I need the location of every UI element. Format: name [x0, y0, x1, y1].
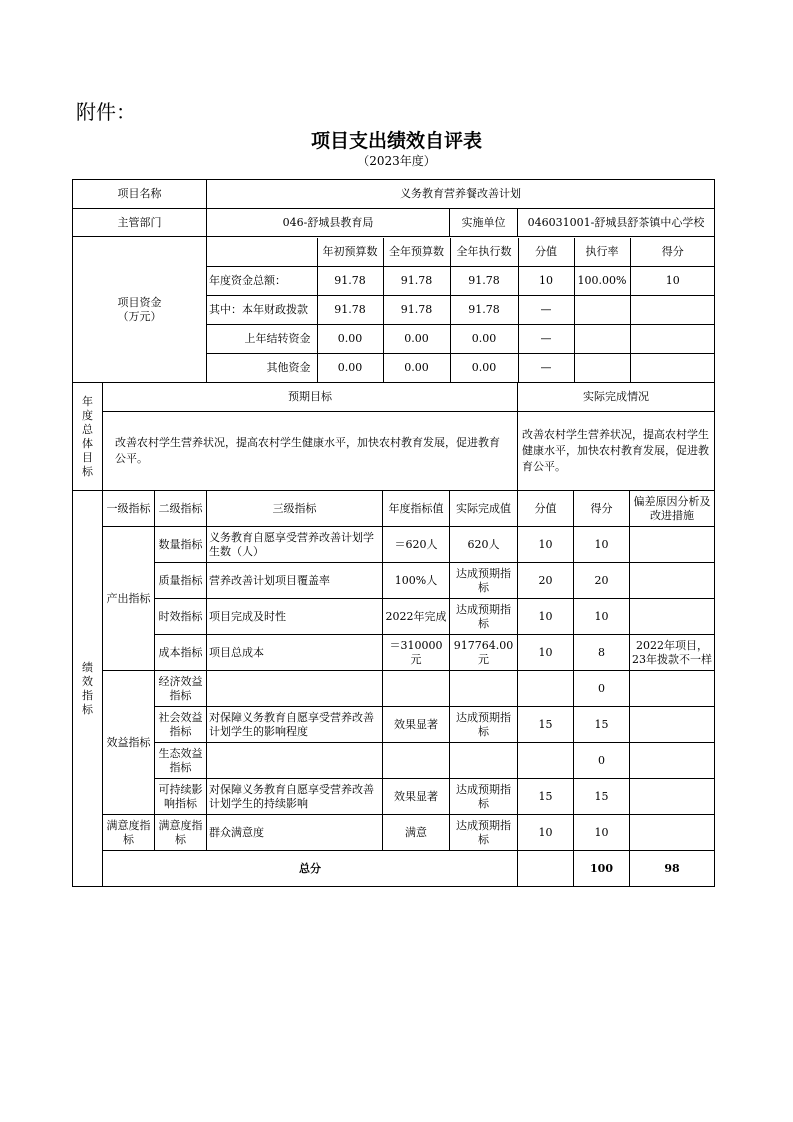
- row-actual: 达成预期指标: [450, 779, 518, 815]
- project-name-value: 义务教育营养餐改善计划: [207, 180, 715, 209]
- total-row: [73, 851, 715, 887]
- row-deviation: [630, 707, 715, 743]
- table-row: [73, 635, 715, 671]
- table-row: [73, 815, 715, 851]
- row-actual: 917764.00元: [450, 635, 518, 671]
- table-row: [73, 563, 715, 599]
- header-deviation: 偏差原因分析及改进措施: [630, 491, 715, 527]
- row-actual: [450, 743, 518, 779]
- goals-content-row: [73, 412, 715, 491]
- row-level3: 群众满意度: [207, 815, 383, 851]
- funds-row-label: 上年结转资金: [207, 324, 317, 353]
- funds-row-label: 年度资金总额：: [207, 266, 317, 295]
- row-score-value: 20: [518, 563, 574, 599]
- row-score-value: 15: [518, 707, 574, 743]
- funds-header-executed: 全年执行数: [450, 238, 518, 267]
- row-level3: 项目完成及时性: [207, 599, 383, 635]
- goals-label-text: 年 度 总 体 目 标: [82, 394, 93, 478]
- row-score: 10: [574, 599, 630, 635]
- row-level2: 可持续影响指标: [155, 779, 207, 815]
- funds-header-rate: 执行率: [574, 238, 630, 267]
- header-score: 得分: [574, 491, 630, 527]
- department-label: 主管部门: [73, 209, 207, 237]
- row-deviation: [630, 743, 715, 779]
- funds-label: [73, 237, 207, 383]
- row-deviation: [630, 527, 715, 563]
- row-target: [383, 671, 450, 707]
- row-target: 2022年完成: [383, 599, 450, 635]
- goals-header-row: [73, 383, 715, 412]
- table-row: [73, 779, 715, 815]
- row-level2: 成本指标: [155, 635, 207, 671]
- funds-row-rate: [574, 324, 630, 353]
- row-deviation: [630, 815, 715, 851]
- header-level1: 一级指标: [103, 491, 155, 527]
- funds-grid: [207, 238, 715, 382]
- header-score-value: 分值: [518, 491, 574, 527]
- funds-label-line1: 项目资金: [117, 295, 162, 309]
- row-deviation: [630, 779, 715, 815]
- attachment-label: 附件：: [76, 100, 136, 124]
- funds-row-score-value: 10: [518, 266, 574, 295]
- row-deviation: [630, 599, 715, 635]
- funds-row-initial: 0.00: [317, 353, 383, 382]
- indicators-label-text: 绩 效 指 标: [82, 660, 93, 716]
- funds-row-score: [630, 324, 715, 353]
- row-score-value: 15: [518, 779, 574, 815]
- group-benefit: 效益指标: [103, 671, 155, 815]
- row-actual: [450, 671, 518, 707]
- funds-row-label: 其他资金: [207, 353, 317, 382]
- row-level3: 义务教育自愿享受营养改善计划学生数（人）: [207, 527, 383, 563]
- project-name-row: [73, 180, 715, 209]
- row-score-value: 10: [518, 527, 574, 563]
- funds-row-score-value: —: [518, 295, 574, 324]
- row-level3: [207, 743, 383, 779]
- row-score-value: [518, 743, 574, 779]
- goals-actual-text: 改善农村学生营养状况，提高农村学生健康水平，加快农村教育发展，促进教育公平。: [518, 412, 715, 491]
- funds-row-initial: 91.78: [317, 295, 383, 324]
- funds-row-annual: 91.78: [383, 295, 450, 324]
- funds-row-rate: [574, 353, 630, 382]
- goals-label: [73, 383, 103, 491]
- funds-row-executed: 91.78: [450, 266, 518, 295]
- total-score-value: 100: [574, 851, 630, 887]
- funds-row-rate: 100.00%: [574, 266, 630, 295]
- table-row: [73, 671, 715, 707]
- funds-row-executed: 91.78: [450, 295, 518, 324]
- row-target: 满意: [383, 815, 450, 851]
- row-deviation: 2022年项目，23年拨款不一样: [630, 635, 715, 671]
- row-level2: 数量指标: [155, 527, 207, 563]
- header-target: 年度指标值: [383, 491, 450, 527]
- row-level3: 对保障义务教育自愿享受营养改善计划学生的持续影响: [207, 779, 383, 815]
- department-row: [73, 209, 715, 237]
- row-score: 15: [574, 707, 630, 743]
- report-year: （2023年度）: [357, 154, 436, 168]
- row-deviation: [630, 563, 715, 599]
- row-level2: 社会效益指标: [155, 707, 207, 743]
- total-score: 98: [630, 851, 715, 887]
- row-actual: 达成预期指标: [450, 815, 518, 851]
- row-target: ＝310000元: [383, 635, 450, 671]
- row-level3: [207, 671, 383, 707]
- row-level3: 项目总成本: [207, 635, 383, 671]
- header-level2: 二级指标: [155, 491, 207, 527]
- row-level2: 质量指标: [155, 563, 207, 599]
- row-target: ＝620人: [383, 527, 450, 563]
- row-score: 0: [574, 743, 630, 779]
- row-score: 20: [574, 563, 630, 599]
- funds-row-initial: 91.78: [317, 266, 383, 295]
- row-score: 10: [574, 527, 630, 563]
- row-actual: 达成预期指标: [450, 599, 518, 635]
- evaluation-table-full: [72, 179, 715, 887]
- row-score-value: 10: [518, 599, 574, 635]
- table-row: [73, 707, 715, 743]
- row-level2: 经济效益指标: [155, 671, 207, 707]
- funds-header-blank: [207, 238, 317, 267]
- funds-row-score: 10: [630, 266, 715, 295]
- goals-actual-header: 实际完成情况: [518, 383, 715, 412]
- funds-block-row: [73, 237, 715, 383]
- funds-row-executed: 0.00: [450, 353, 518, 382]
- total-label: 总分: [103, 851, 518, 887]
- funds-grid-cell: [207, 237, 715, 383]
- row-score: 8: [574, 635, 630, 671]
- funds-row-score: [630, 353, 715, 382]
- table-row: [73, 743, 715, 779]
- funds-row-annual: 0.00: [383, 353, 450, 382]
- funds-row-executed: 0.00: [450, 324, 518, 353]
- row-actual: 达成预期指标: [450, 563, 518, 599]
- funds-row-rate: [574, 295, 630, 324]
- group-satisfaction: 满意度指标: [103, 815, 155, 851]
- funds-row-label: 其中：本年财政拨款: [207, 295, 317, 324]
- implementing-unit-label: 实施单位: [450, 209, 518, 237]
- row-score-value: [518, 671, 574, 707]
- header-actual: 实际完成值: [450, 491, 518, 527]
- row-target: 效果显著: [383, 707, 450, 743]
- goals-expected-header: 预期目标: [103, 383, 518, 412]
- table-row: [73, 599, 715, 635]
- funds-row-annual: 0.00: [383, 324, 450, 353]
- row-score: 0: [574, 671, 630, 707]
- funds-header-initial: 年初预算数: [317, 238, 383, 267]
- funds-header-score-value: 分值: [518, 238, 574, 267]
- funds-row-score-value: —: [518, 353, 574, 382]
- row-level3: 对保障义务教育自愿享受营养改善计划学生的影响程度: [207, 707, 383, 743]
- page-title: 项目支出绩效自评表: [310, 130, 482, 152]
- row-deviation: [630, 671, 715, 707]
- funds-row-score-value: —: [518, 324, 574, 353]
- row-score: 15: [574, 779, 630, 815]
- funds-label-line2: （万元）: [117, 309, 162, 323]
- funds-header-annual: 全年预算数: [383, 238, 450, 267]
- row-actual: 达成预期指标: [450, 707, 518, 743]
- funds-row-score: [630, 295, 715, 324]
- row-level3: 营养改善计划项目覆盖率: [207, 563, 383, 599]
- indicators-header-row: [73, 491, 715, 527]
- project-name-label: 项目名称: [73, 180, 207, 209]
- table-row: [73, 527, 715, 563]
- funds-header-score: 得分: [630, 238, 715, 267]
- funds-row-initial: 0.00: [317, 324, 383, 353]
- row-score-value: 10: [518, 815, 574, 851]
- row-score-value: 10: [518, 635, 574, 671]
- row-level2: 时效指标: [155, 599, 207, 635]
- row-level2: 满意度指标: [155, 815, 207, 851]
- row-score: 10: [574, 815, 630, 851]
- row-target: 效果显著: [383, 779, 450, 815]
- total-actual-blank: [518, 851, 574, 887]
- group-output: 产出指标: [103, 527, 155, 671]
- row-target: 100%人: [383, 563, 450, 599]
- goals-expected-text: 改善农村学生营养状况，提高农村学生健康水平，加快农村教育发展，促进教育公平。: [103, 412, 518, 491]
- row-target: [383, 743, 450, 779]
- department-value: 046-舒城县教育局: [207, 209, 450, 237]
- indicators-label: [73, 491, 103, 887]
- row-level2: 生态效益指标: [155, 743, 207, 779]
- header-level3: 三级指标: [207, 491, 383, 527]
- row-actual: 620人: [450, 527, 518, 563]
- funds-row-annual: 91.78: [383, 266, 450, 295]
- implementing-unit-value: 046031001-舒城县舒茶镇中心学校: [518, 209, 715, 237]
